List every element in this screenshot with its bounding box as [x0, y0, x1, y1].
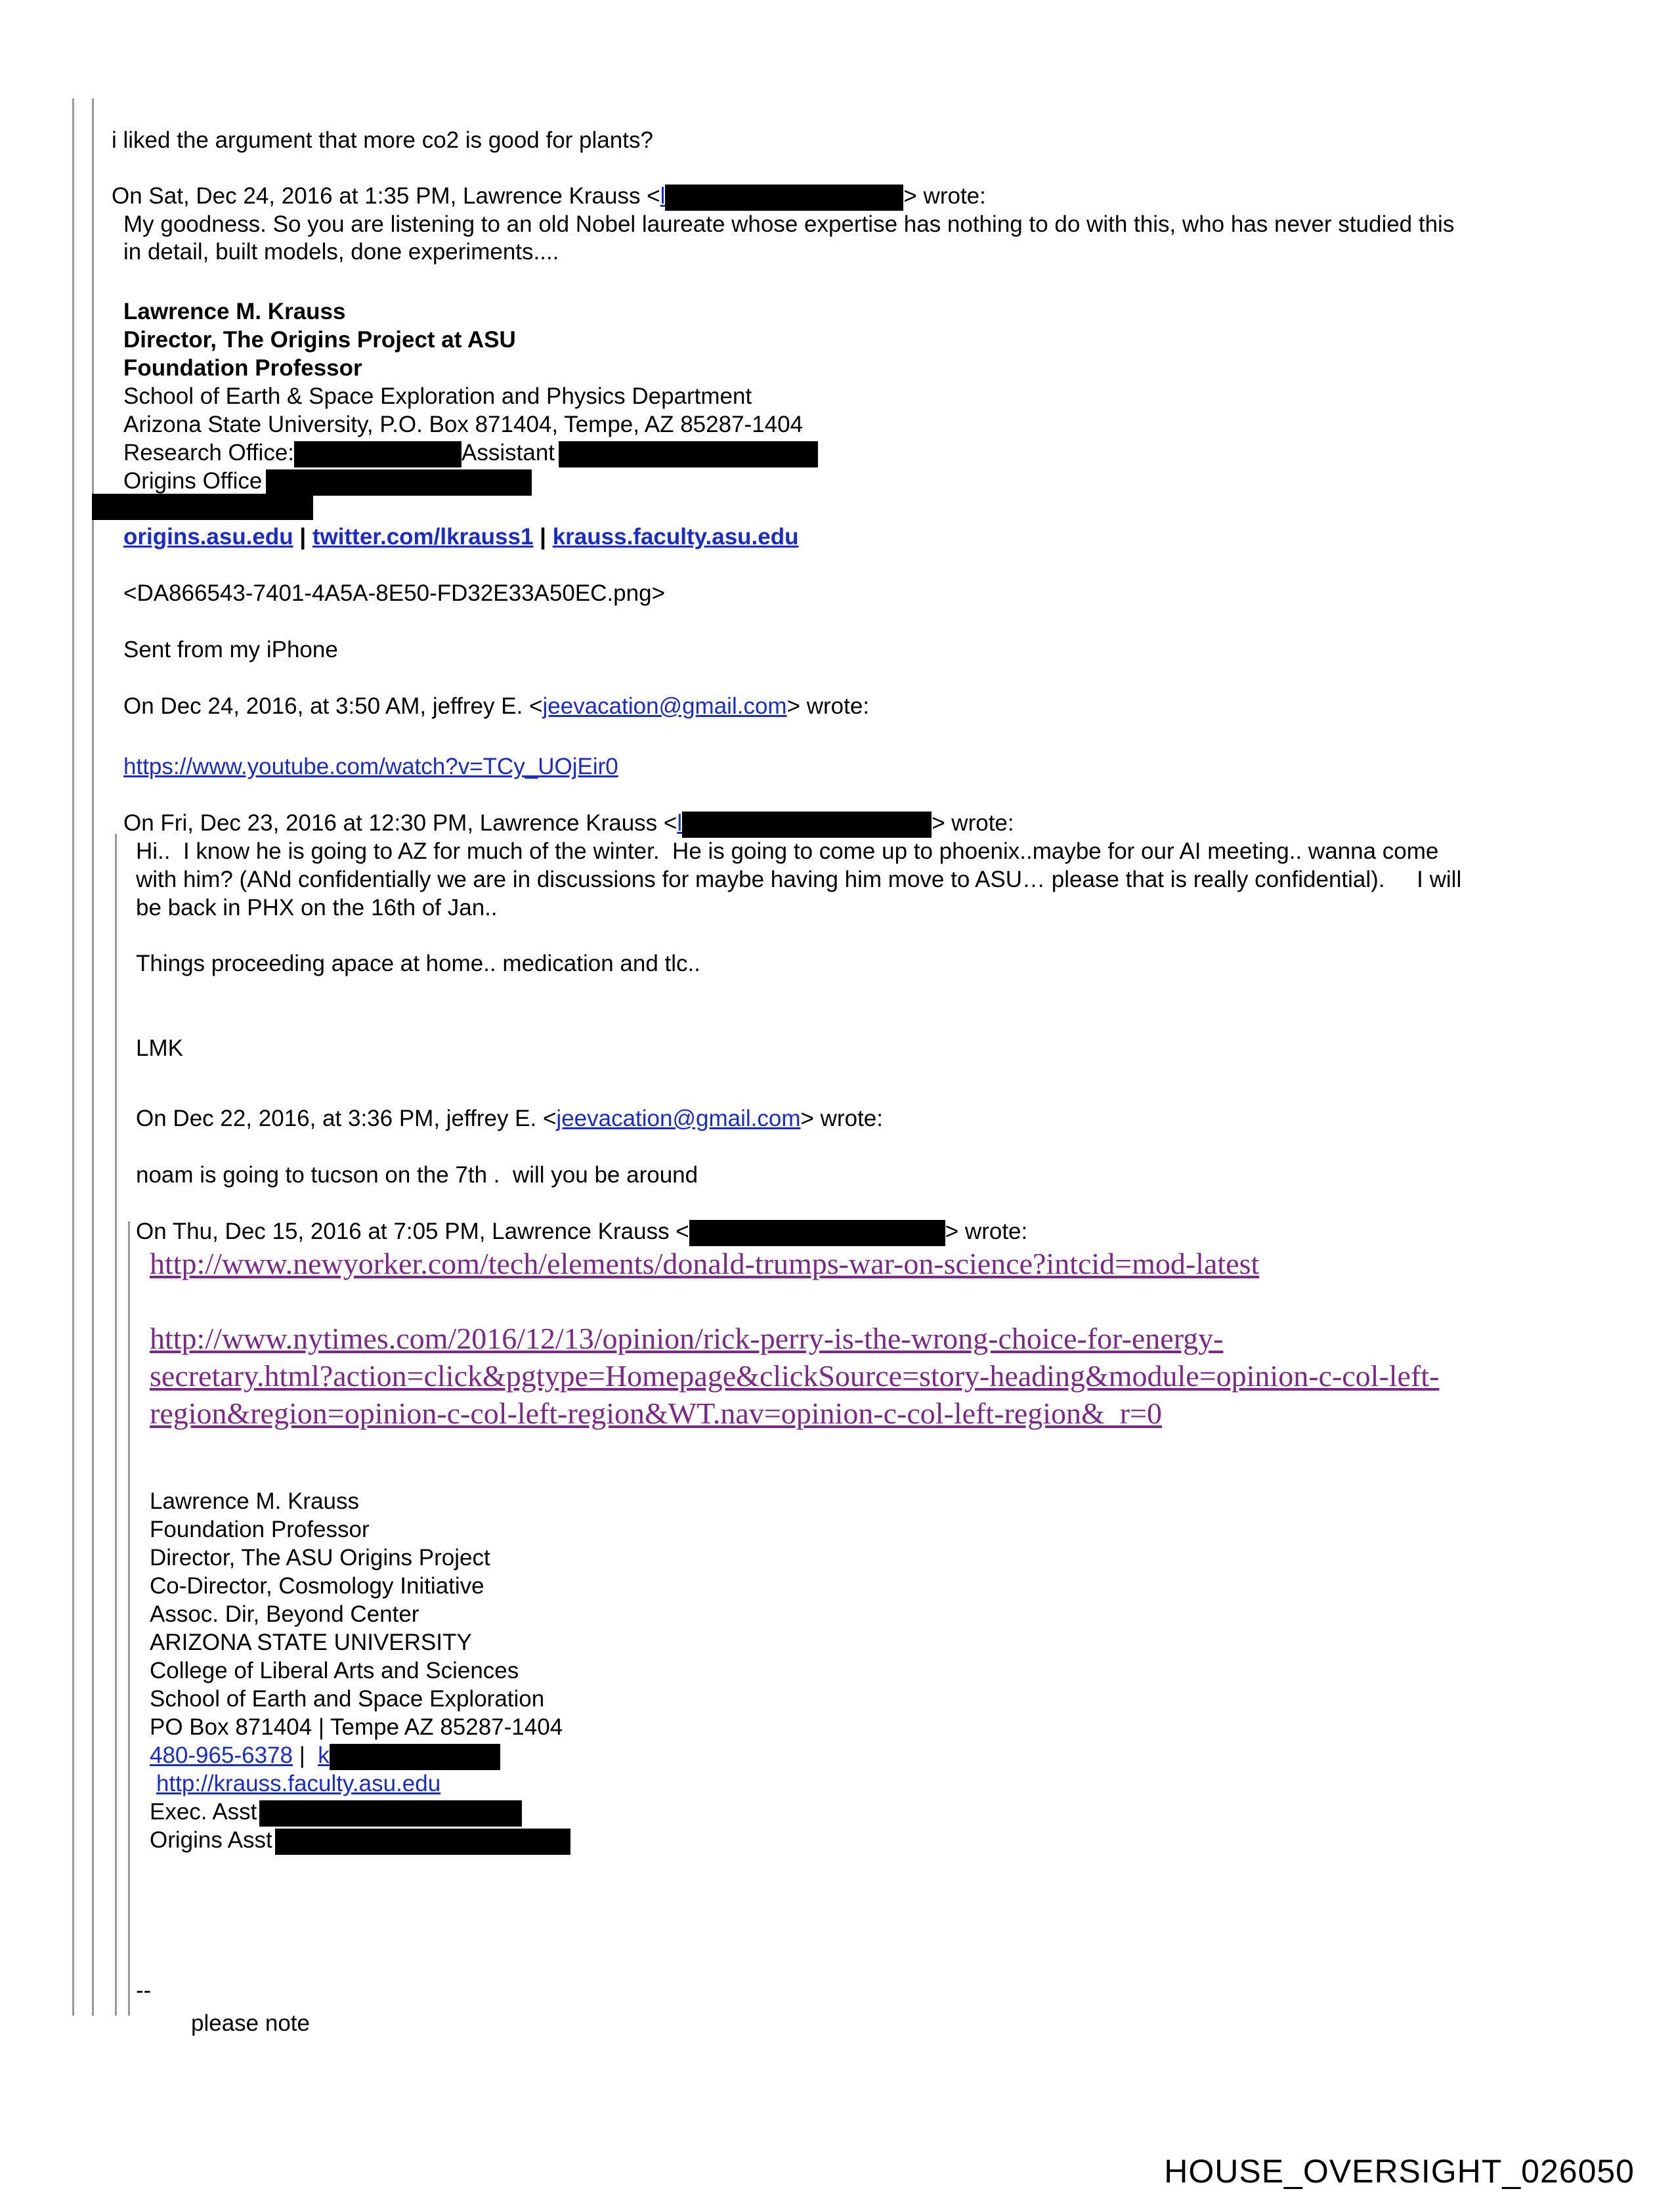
signature-name: Lawrence M. Krauss	[123, 299, 346, 324]
message-line: be back in PHX on the 16th of Jan..	[136, 895, 498, 921]
message-line: with him? (ANd confidentially we are in discussions for maybe having him move to ASU… please that is really confidential). I will	[136, 867, 1462, 892]
signature-line: Assoc. Dir, Beyond Center	[150, 1601, 419, 1627]
email-link-redacted[interactable]: l	[660, 183, 666, 209]
sender-email-link[interactable]: jeevacation@gmail.com	[542, 693, 787, 719]
signature-title: Director, The Origins Project at ASU	[123, 327, 516, 353]
signature-line: Lawrence M. Krauss	[150, 1488, 360, 1514]
twitter-link[interactable]: twitter.com/lkrauss1	[312, 524, 534, 550]
origins-link[interactable]: origins.asu.edu	[123, 524, 293, 550]
quote-bar-outer-2	[92, 98, 94, 2016]
faculty-link[interactable]: krauss.faculty.asu.edu	[552, 524, 799, 550]
nytimes-link[interactable]: region&region=opinion-c-col-left-region&WT.nav=opinion-c-col-left-region&_r=0	[150, 1397, 1163, 1430]
redaction-block	[665, 184, 903, 211]
redaction-block	[689, 1220, 945, 1246]
signature-research-office	[123, 439, 818, 467]
redaction-block	[275, 1829, 570, 1855]
header-dec24-jeffrey	[123, 692, 869, 720]
signature-phone-line	[150, 1741, 500, 1770]
header-text-end: > wrote:	[800, 1106, 883, 1131]
redaction-block	[559, 441, 818, 467]
signature-origins-asst	[150, 1826, 570, 1855]
sender-email-link[interactable]: jeevacation@gmail.com	[556, 1106, 801, 1131]
header-text: On Thu, Dec 15, 2016 at 7:05 PM, Lawrence Krauss <	[136, 1219, 689, 1244]
redaction-block	[259, 1800, 522, 1827]
attachment-name: <DA866543-7401-4A5A-8E50-FD32E33A50EC.png>	[123, 580, 666, 606]
signature-links	[123, 523, 798, 551]
message-line: noam is going to tucson on the 7th . will you be around	[136, 1162, 698, 1188]
header-dec15-krauss	[136, 1217, 1027, 1246]
phone-separator: |	[292, 1743, 318, 1768]
email-link-redacted[interactable]: k	[318, 1743, 330, 1768]
bates-number: HOUSE_OVERSIGHT_026050	[1164, 2153, 1635, 2190]
redaction-block	[266, 469, 532, 496]
redaction-block	[294, 441, 461, 467]
sent-from: Sent from my iPhone	[123, 637, 338, 662]
signature-dashes: --	[136, 1978, 152, 2003]
phone-link[interactable]: 480-965-6378	[150, 1743, 293, 1768]
signature-line: Foundation Professor	[150, 1517, 370, 1542]
header-text: On Dec 24, 2016, at 3:50 AM, jeffrey E. <	[123, 693, 543, 719]
signature-title: Foundation Professor	[123, 355, 362, 381]
research-office-label: Research Office:	[123, 440, 295, 466]
signature-origins-office	[123, 467, 532, 496]
header-dec22-jeffrey	[136, 1104, 883, 1133]
intro-line: i liked the argument that more co2 is good for plants?	[112, 127, 653, 153]
nytimes-link[interactable]: secretary.html?action=click&pgtype=Homepage&clickSource=story-heading&module=opinion-c-col-left-	[150, 1359, 1440, 1393]
quote-bar-outer-1	[72, 98, 74, 2016]
signature-line: ARIZONA STATE UNIVERSITY	[150, 1630, 472, 1655]
signature-address: Arizona State University, P.O. Box 871404, Tempe, AZ 85287-1404	[123, 412, 804, 437]
signature-line: Director, The ASU Origins Project	[150, 1545, 490, 1571]
link-separator: |	[293, 524, 312, 550]
header-text-end: > wrote:	[945, 1219, 1028, 1244]
quote-bar-inner-1	[115, 834, 117, 2016]
assistant-label: Assistant	[461, 440, 555, 466]
header-text-end: > wrote:	[932, 810, 1014, 836]
quote-bar-inner-2	[128, 1221, 130, 2016]
signature-line: PO Box 871404 | Tempe AZ 85287-1404	[150, 1714, 563, 1740]
signature-line: College of Liberal Arts and Sciences	[150, 1658, 519, 1683]
message-line: Hi.. I know he is going to AZ for much of the winter. He is going to come up to phoenix..maybe for our AI meeting.. wanna come	[136, 838, 1439, 864]
message-line: in detail, built models, done experiments....	[123, 239, 559, 265]
message-sign-off: LMK	[136, 1035, 183, 1061]
email-link-redacted[interactable]: l	[677, 810, 683, 836]
newyorker-link[interactable]: http://www.newyorker.com/tech/elements/donald-trumps-war-on-science?intcid=mod-latest	[150, 1247, 1260, 1280]
signature-line: School of Earth and Space Exploration	[150, 1686, 545, 1712]
origins-asst-label: Origins Asst	[150, 1827, 272, 1853]
header-text: On Fri, Dec 23, 2016 at 12:30 PM, Lawrence Krauss <	[123, 810, 677, 836]
header-text: On Dec 22, 2016, at 3:36 PM, jeffrey E. <	[136, 1106, 557, 1131]
redaction-block	[682, 812, 932, 838]
header-text-end: > wrote:	[903, 183, 986, 209]
header-dec23-krauss	[123, 809, 1014, 838]
signature-line: Co-Director, Cosmology Initiative	[150, 1573, 484, 1599]
redaction-block	[92, 494, 313, 520]
origins-office-label: Origins Office	[123, 468, 263, 494]
youtube-link[interactable]: https://www.youtube.com/watch?v=TCy_UOjEir0	[123, 754, 618, 779]
header-text: On Sat, Dec 24, 2016 at 1:35 PM, Lawrence Krauss <	[112, 183, 660, 209]
message-line: My goodness. So you are listening to an old Nobel laureate whose expertise has nothing to do with this, who has never studied this	[123, 211, 1455, 237]
header-dec24-krauss	[112, 182, 986, 211]
nytimes-link[interactable]: http://www.nytimes.com/2016/12/13/opinion/rick-perry-is-the-wrong-choice-for-energy-	[150, 1322, 1224, 1355]
header-text-end: > wrote:	[786, 693, 870, 719]
redaction-block	[330, 1744, 500, 1770]
faculty-web-link[interactable]: http://krauss.faculty.asu.edu	[156, 1771, 441, 1796]
signature-exec-asst	[150, 1798, 522, 1827]
exec-asst-label: Exec. Asst	[150, 1799, 257, 1825]
message-line: Things proceeding apace at home.. medication and tlc..	[136, 951, 700, 976]
link-separator: |	[533, 524, 553, 550]
signature-dept: School of Earth & Space Exploration and Physics Department	[123, 383, 752, 409]
please-note: please note	[191, 2010, 310, 2036]
